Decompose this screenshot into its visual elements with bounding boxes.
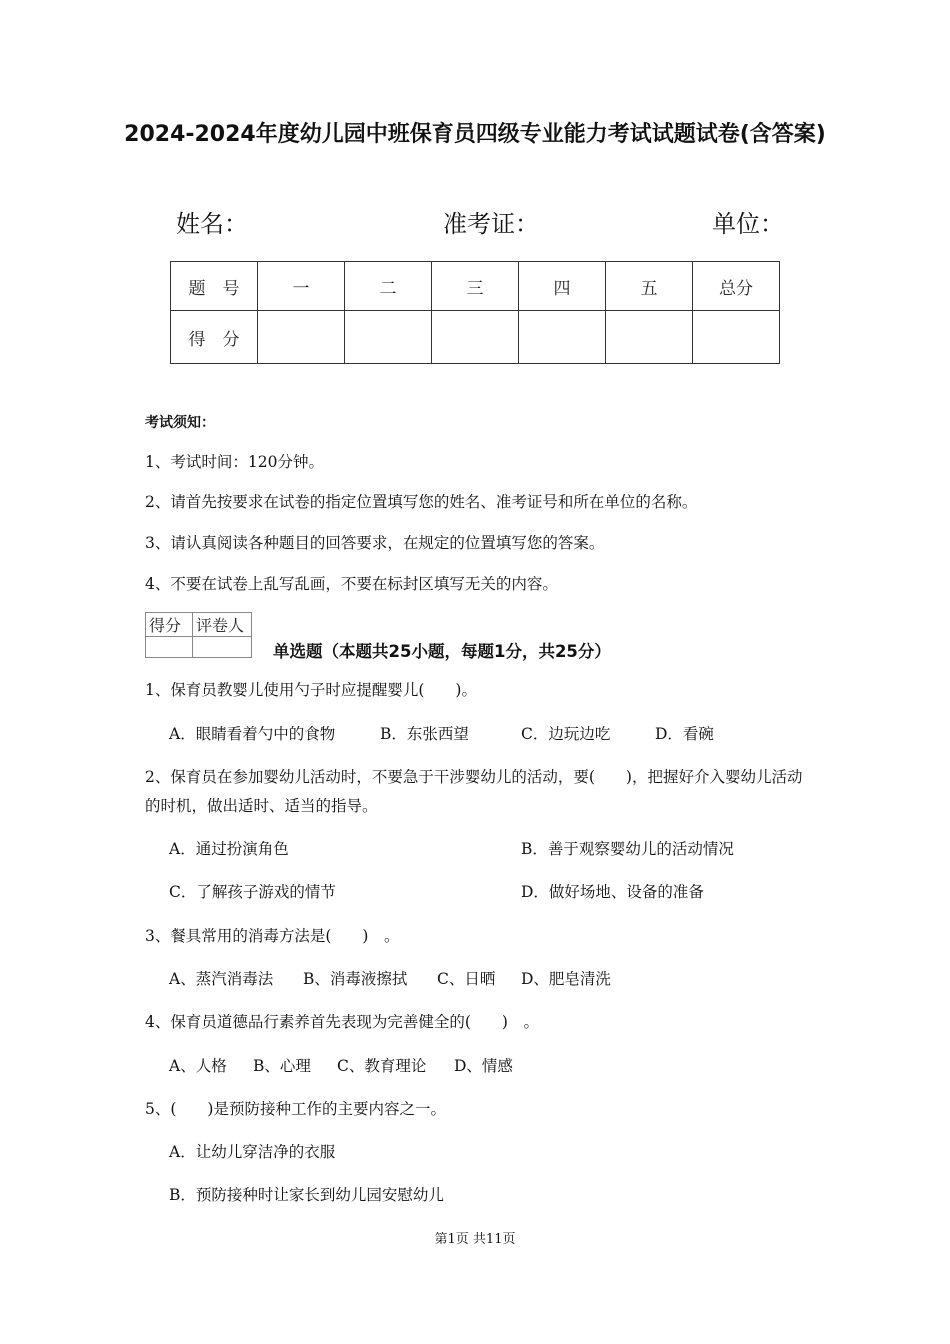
question-option: D、肥皂清洗: [521, 970, 611, 988]
question-option: A、蒸汽消毒法: [169, 970, 274, 988]
grader-name-label: 评卷人: [193, 613, 252, 637]
score-header-cell: 三: [432, 262, 519, 311]
notice-item: 1、考试时间：120分钟。: [145, 453, 324, 471]
name-field-label: 姓名：: [176, 210, 248, 238]
unit-field-label: 单位：: [712, 210, 784, 238]
score-table: [170, 261, 780, 364]
question-option: A．让幼儿穿洁净的衣服: [169, 1143, 336, 1161]
notice-item: 3、请认真阅读各种题目的回答要求，在规定的位置填写您的答案。: [145, 534, 605, 552]
score-entry-cell[interactable]: [606, 311, 693, 364]
question-option: C．了解孩子游戏的情节: [169, 883, 336, 901]
question-stem: 2、保育员在参加婴幼儿活动时，不要急于干涉婴幼儿的活动，要( )，把握好介入婴幼儿活动的时机，做出适时、适当的指导。: [145, 768, 803, 815]
question-option: B．东张西望: [380, 725, 469, 743]
question-option: B、心理: [253, 1057, 311, 1075]
score-header-cell: 总分: [693, 262, 780, 311]
score-header-cell: 四: [519, 262, 606, 311]
question-option: D、情感: [454, 1057, 513, 1075]
question-option: C、日晒: [437, 970, 496, 988]
notice-heading: 考试须知：: [145, 415, 215, 431]
grader-score-label: 得分: [146, 613, 193, 637]
question-option: B、消毒液擦拭: [303, 970, 408, 988]
score-entry-cell[interactable]: [432, 311, 519, 364]
grader-score-cell[interactable]: [146, 637, 193, 658]
question-option: D．做好场地、设备的准备: [521, 883, 704, 901]
score-table-header-row: [171, 262, 780, 311]
page-footer: 第1页 共11页: [434, 1232, 516, 1247]
score-entry-cell[interactable]: [693, 311, 780, 364]
section-title: 单选题（本题共25小题，每题1分，共25分）: [273, 642, 611, 661]
score-table-score-row: [171, 311, 780, 364]
notice-item: 4、不要在试卷上乱写乱画，不要在标封区填写无关的内容。: [145, 575, 558, 593]
question-option: B．预防接种时让家长到幼儿园安慰幼儿: [169, 1186, 444, 1204]
score-header-cell: 五: [606, 262, 693, 311]
question-stem: 3、餐具常用的消毒方法是( ) 。: [145, 927, 400, 945]
score-header-cell: 二: [345, 262, 432, 311]
score-header-cell: 题 号: [171, 262, 258, 311]
score-row-label: 得 分: [171, 311, 258, 364]
question-option: A、人格: [169, 1057, 227, 1075]
question-option: A．眼睛看着勺中的食物: [169, 725, 336, 743]
grader-name-cell[interactable]: [193, 637, 252, 658]
document-title: 2024-2024年度幼儿园中班保育员四级专业能力考试试题试卷(含答案): [124, 122, 826, 147]
question-option: A．通过扮演角色: [169, 840, 289, 858]
score-entry-cell[interactable]: [258, 311, 345, 364]
question-option: B．善于观察婴幼儿的活动情况: [521, 840, 734, 858]
question-stem: 4、保育员道德品行素养首先表现为完善健全的( ) 。: [145, 1013, 539, 1031]
question-stem: 5、( )是预防接种工作的主要内容之一。: [145, 1100, 446, 1118]
question-stem: 1、保育员教婴儿使用勺子时应提醒婴儿( )。: [145, 681, 477, 699]
question-option: C、教育理论: [337, 1057, 427, 1075]
grader-box: [145, 612, 252, 658]
exam-id-field-label: 准考证：: [443, 210, 539, 238]
notice-item: 2、请首先按要求在试卷的指定位置填写您的姓名、准考证号和所在单位的名称。: [145, 493, 698, 511]
score-entry-cell[interactable]: [519, 311, 606, 364]
question-option: D．看碗: [655, 725, 714, 743]
score-header-cell: 一: [258, 262, 345, 311]
question-option: C．边玩边吃: [521, 725, 611, 743]
score-entry-cell[interactable]: [345, 311, 432, 364]
